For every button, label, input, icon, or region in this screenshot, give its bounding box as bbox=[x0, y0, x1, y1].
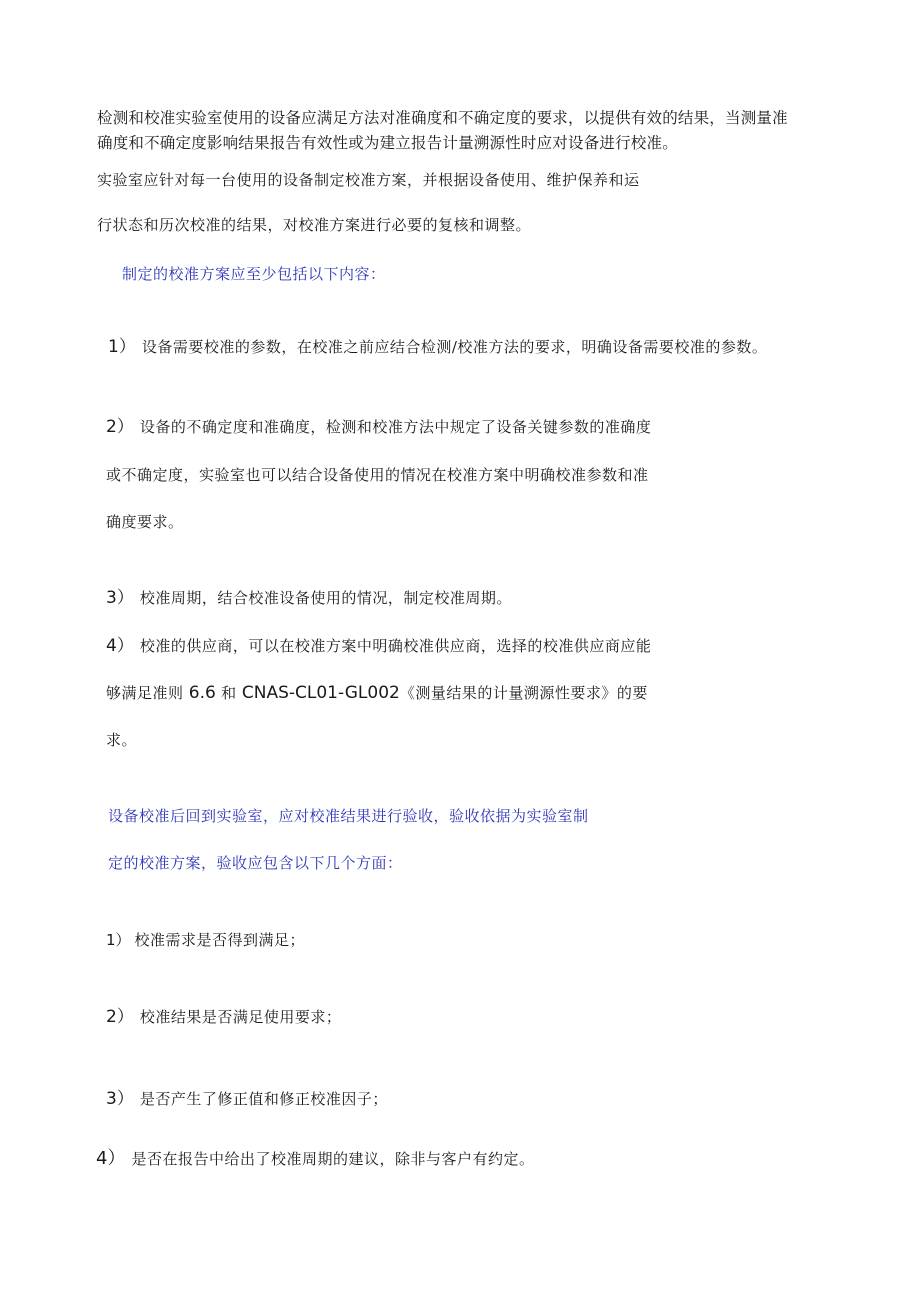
acceptance-heading-line-2: 定的校准方案，验收应包含以下几个方面： bbox=[108, 854, 403, 872]
intro-line-1: 检测和校准实验室使用的设备应满足方法对准确度和不确定度的要求，以提供有效的结果，当测量准 bbox=[97, 109, 788, 127]
plan-item-4-text-line-2 bbox=[106, 683, 648, 703]
plan-item-2-text-line-2: 或不确定度，实验室也可以结合设备使用的情况在校准方案中明确校准参数和准 bbox=[106, 466, 649, 484]
plan-item-2 bbox=[106, 417, 651, 437]
plan-item-4-line2-post: 《测量结果的计量溯源性要求》的要 bbox=[399, 684, 648, 702]
plan-item-4 bbox=[106, 636, 651, 656]
plan-item-1-text: 设备需要校准的参数，在校准之前应结合检测/校准方法的要求，明确设备需要校准的参数。 bbox=[141, 338, 768, 356]
plan-item-4-line2-mid: 和 bbox=[215, 684, 242, 702]
plan-item-4-number: 4） bbox=[106, 636, 134, 656]
plan-item-3-text: 校准周期，结合校准设备使用的情况，制定校准周期。 bbox=[139, 589, 512, 607]
acceptance-item-4-text: 是否在报告中给出了校准周期的建议，除非与客户有约定。 bbox=[131, 1150, 535, 1168]
acceptance-item-2-number: 2） bbox=[106, 1007, 134, 1027]
plan-item-2-text-line-1: 设备的不确定度和准确度，检测和校准方法中规定了设备关键参数的准确度 bbox=[139, 418, 652, 436]
intro-line-3: 实验室应针对每一台使用的设备制定校准方案，并根据设备使用、维护保养和运 bbox=[97, 171, 640, 189]
intro-line-4: 行状态和历次校准的结果，对校准方案进行必要的复核和调整。 bbox=[97, 216, 532, 234]
plan-item-3-number: 3） bbox=[106, 588, 134, 608]
acceptance-item-2-text: 校准结果是否满足使用要求； bbox=[139, 1008, 342, 1026]
cnas-document-code: CNAS-CL01-GL002 bbox=[241, 683, 400, 703]
clause-reference: 6.6 bbox=[188, 683, 216, 703]
acceptance-item-3 bbox=[106, 1089, 388, 1109]
plan-item-2-number: 2） bbox=[106, 417, 134, 437]
plan-item-4-line2-pre: 够满足准则 bbox=[106, 684, 189, 702]
plan-item-2-text-line-3: 确度要求。 bbox=[106, 513, 184, 531]
plan-heading: 制定的校准方案应至少包括以下内容： bbox=[122, 265, 386, 283]
acceptance-item-4-number: 4） bbox=[96, 1148, 126, 1169]
acceptance-item-1 bbox=[106, 930, 305, 950]
plan-item-1-number: 1） bbox=[108, 337, 136, 357]
intro-line-2: 确度和不确定度影响结果报告有效性或为建立报告计量溯源性时应对设备进行校准。 bbox=[97, 134, 678, 152]
acceptance-item-1-text: 校准需求是否得到满足； bbox=[134, 931, 306, 949]
acceptance-item-1-number: 1） bbox=[106, 931, 131, 949]
plan-item-4-text-line-1: 校准的供应商，可以在校准方案中明确校准供应商，选择的校准供应商应能 bbox=[139, 637, 652, 655]
acceptance-item-3-text: 是否产生了修正值和修正校准因子； bbox=[139, 1090, 388, 1108]
acceptance-item-2 bbox=[106, 1007, 341, 1027]
plan-item-3 bbox=[106, 588, 512, 608]
plan-item-4-text-line-3: 求。 bbox=[106, 731, 138, 749]
plan-item-1 bbox=[108, 337, 767, 357]
acceptance-item-4 bbox=[96, 1149, 534, 1169]
acceptance-item-3-number: 3） bbox=[106, 1089, 134, 1109]
acceptance-heading-line-1: 设备校准后回到实验室，应对校准结果进行验收，验收依据为实验室制 bbox=[108, 807, 589, 825]
